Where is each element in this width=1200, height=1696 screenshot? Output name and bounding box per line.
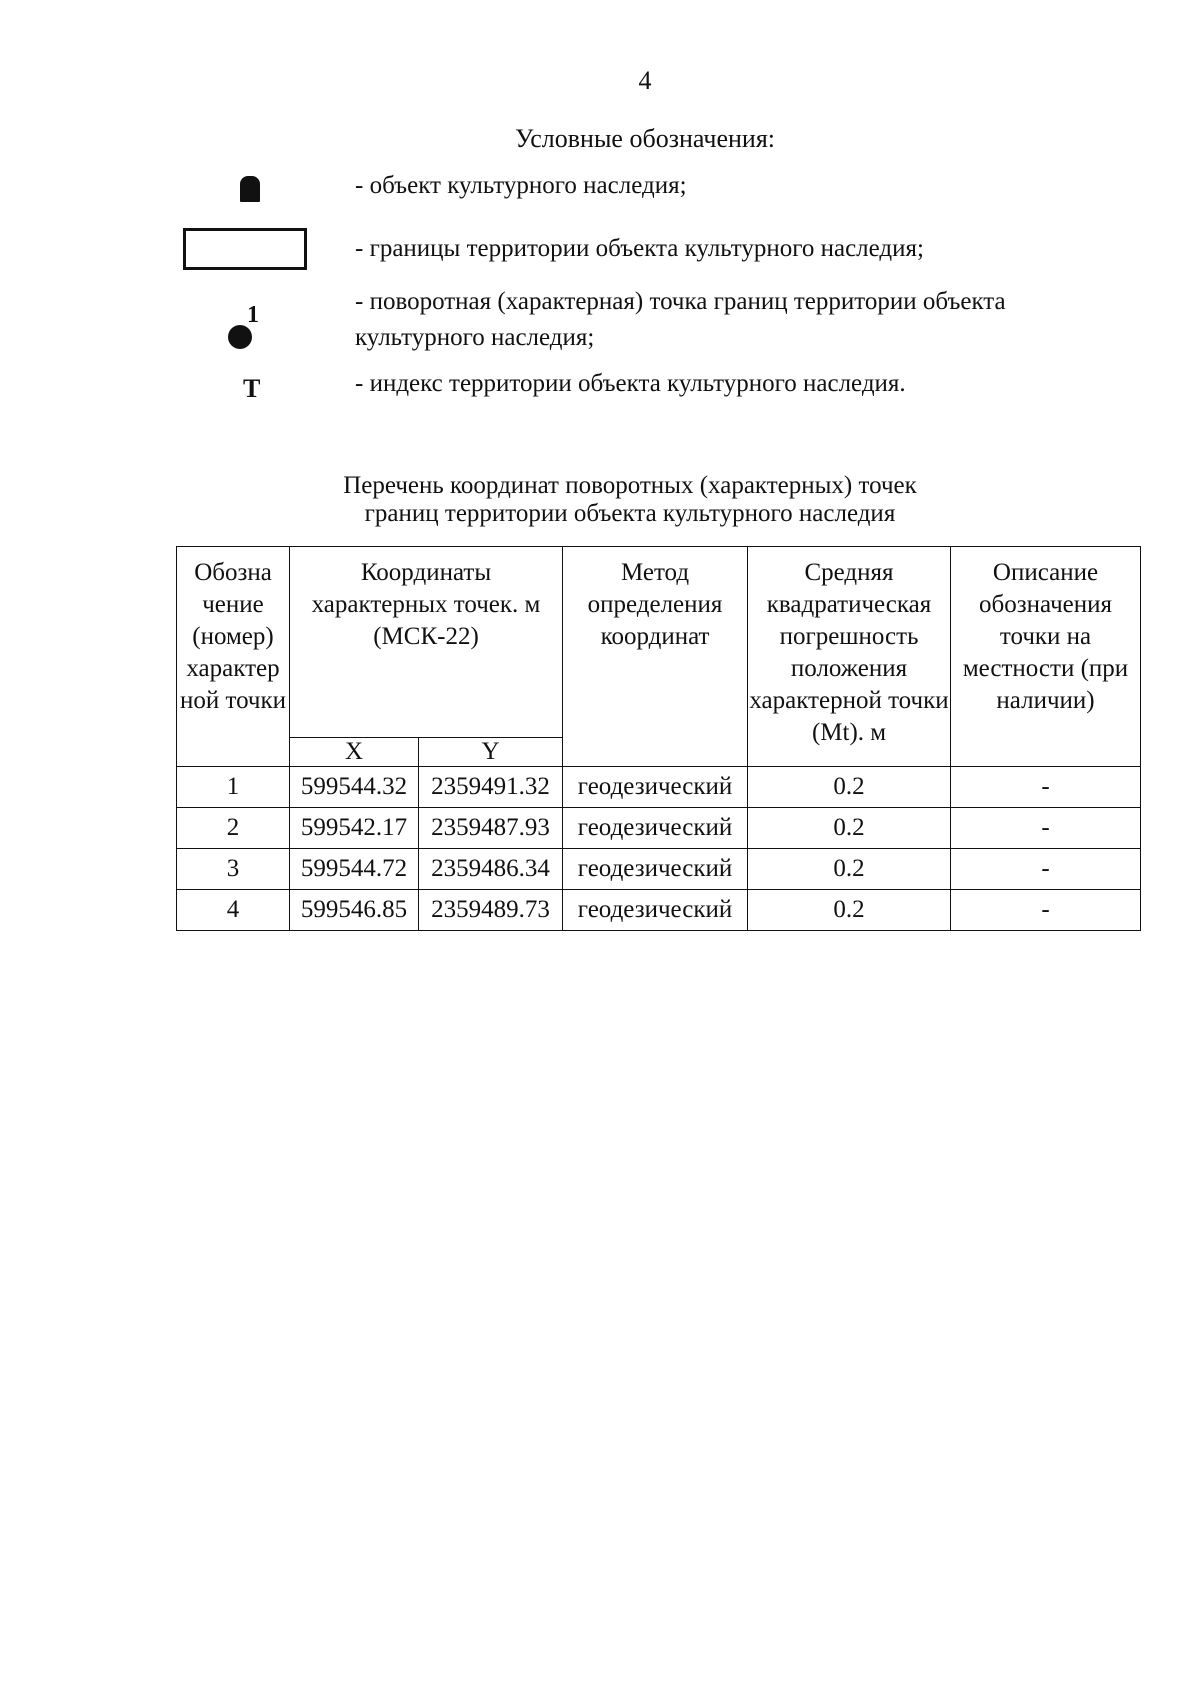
cell-method: геодезический <box>563 890 748 931</box>
header-point-number: Обозна чение (номер) характер ной точки <box>177 547 290 767</box>
cell-description: - <box>951 890 1141 931</box>
cell-number: 2 <box>177 808 290 849</box>
cell-y: 2359489.73 <box>419 890 563 931</box>
page-number: 4 <box>638 66 652 95</box>
header-coordinates: Координаты характерных точек. м (МСК-22) <box>290 547 563 738</box>
cell-mean-error: 0.2 <box>748 808 951 849</box>
header-y: Y <box>419 738 563 767</box>
cell-x: 599542.17 <box>290 808 419 849</box>
cell-method: геодезический <box>563 767 748 808</box>
table-row <box>177 890 1141 931</box>
cell-x: 599544.32 <box>290 767 419 808</box>
table-row <box>177 767 1141 808</box>
cell-description: - <box>951 808 1141 849</box>
cell-mean-error: 0.2 <box>748 890 951 931</box>
territory-border-icon <box>183 228 307 270</box>
cell-number: 1 <box>177 767 290 808</box>
turning-point-label: 1 <box>247 302 259 328</box>
table-title-line-2: границ территории объекта культурного наследия <box>364 500 896 527</box>
cell-method: геодезический <box>563 849 748 890</box>
cell-mean-error: 0.2 <box>748 849 951 890</box>
cell-y: 2359486.34 <box>419 849 563 890</box>
coordinates-table <box>176 546 1141 931</box>
legend-item-monument: - объект культурного наследия; <box>355 172 687 199</box>
legend-item-territory-index: - индекс территории объекта культурного наследия. <box>355 370 906 397</box>
legend-item-territory-border: - границы территории объекта культурного наследия; <box>355 235 924 262</box>
cell-y: 2359491.32 <box>419 767 563 808</box>
legend-item-turning-point: - поворотная (характерная) точка границ территории объекта культурного наследия; <box>355 288 1006 351</box>
header-description: Описание обозначения точки на местности (при наличии) <box>951 547 1141 767</box>
table-row <box>177 808 1141 849</box>
cell-x: 599544.72 <box>290 849 419 890</box>
territory-index-icon: Т <box>243 374 261 403</box>
cell-y: 2359487.93 <box>419 808 563 849</box>
header-x: X <box>290 738 419 767</box>
header-method: Метод определения координат <box>563 547 748 767</box>
header-mean-error: Средняя квадратическая погрешность положения характерной точки (Mt). м <box>748 547 951 767</box>
cell-description: - <box>951 849 1141 890</box>
table-title <box>300 472 960 528</box>
cell-description: - <box>951 767 1141 808</box>
cell-number: 3 <box>177 849 290 890</box>
table-title-line-1: Перечень координат поворотных (характерных) точек <box>343 472 917 499</box>
table-row <box>177 849 1141 890</box>
monument-icon <box>240 176 260 202</box>
legend-title: Условные обозначения: <box>514 124 776 153</box>
cell-method: геодезический <box>563 808 748 849</box>
cell-x: 599546.85 <box>290 890 419 931</box>
cell-number: 4 <box>177 890 290 931</box>
cell-mean-error: 0.2 <box>748 767 951 808</box>
